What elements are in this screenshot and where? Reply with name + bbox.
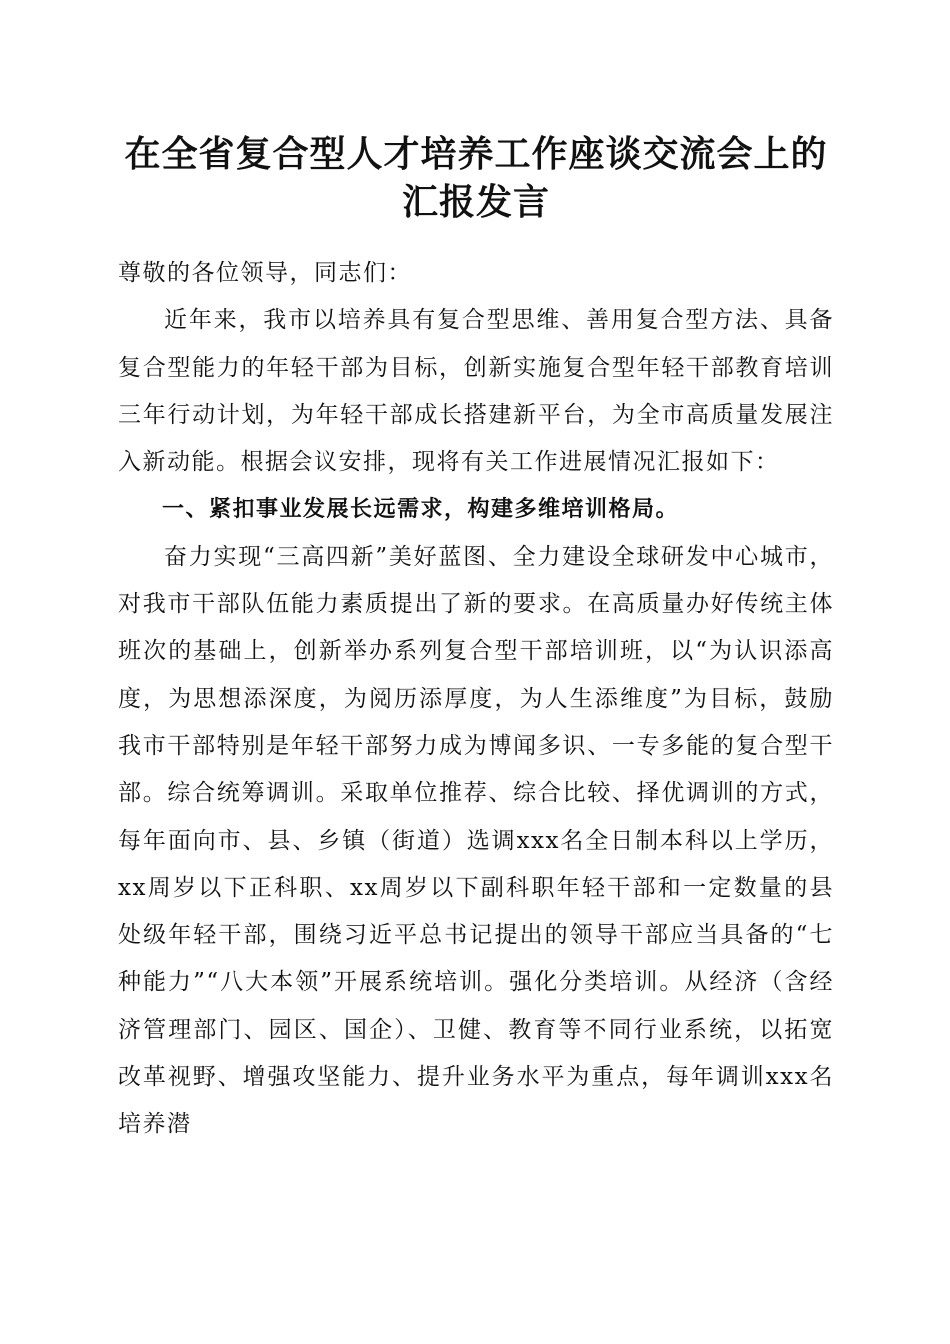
intro-paragraph: 近年来，我市以培养具有复合型思维、善用复合型方法、具备复合型能力的年轻干部为目标，创新实施复合型年轻干部教育培训三年行动计划，为年轻干部成长搭建新平台，为全市高质量发展注入新动能。根据会议安排，现将有关工作进展情况汇报如下： [118, 307, 834, 476]
salutation: 尊敬的各位领导，同志们： [118, 260, 412, 286]
document-title: 在全省复合型人才培养工作座谈交流会上的汇报发言 [124, 133, 828, 223]
section-heading: 一、紧扣事业发展长远需求，构建多维培训格局。 [162, 497, 680, 523]
section-paragraph: 奋力实现“三高四新”美好蓝图、全力建设全球研发中心城市，对我市干部队伍能力素质提出了新的要求。在高质量办好传统主体班次的基础上，创新举办系列复合型干部培训班，以“为认识添高度，为思想添深度，为阅历添厚度，为人生添维度”为目标，鼓励我市干部特别是年轻干部努力成为博闻多识、一专多能的复合型干部。综合统筹调训。采取单位推荐、综合比较、择优调训的方式，每年面向市、县、乡镇（街道）选调xxx名全日制本科以上学历，xx周岁以下正科职、xx周岁以下副科职年轻干部和一定数量的县处级年轻干部，围绕习近平总书记提出的领导干部应当具备的“七种能力”“八大本领”开展系统培训。强化分类培训。从经济（含经济管理部门、园区、国企）、卫健、教育等不同行业系统，以拓宽改革视野、增强攻坚能力、提升业务水平为重点，每年调训xxx名培养潜 [118, 543, 834, 1138]
document-body [118, 250, 834, 1149]
